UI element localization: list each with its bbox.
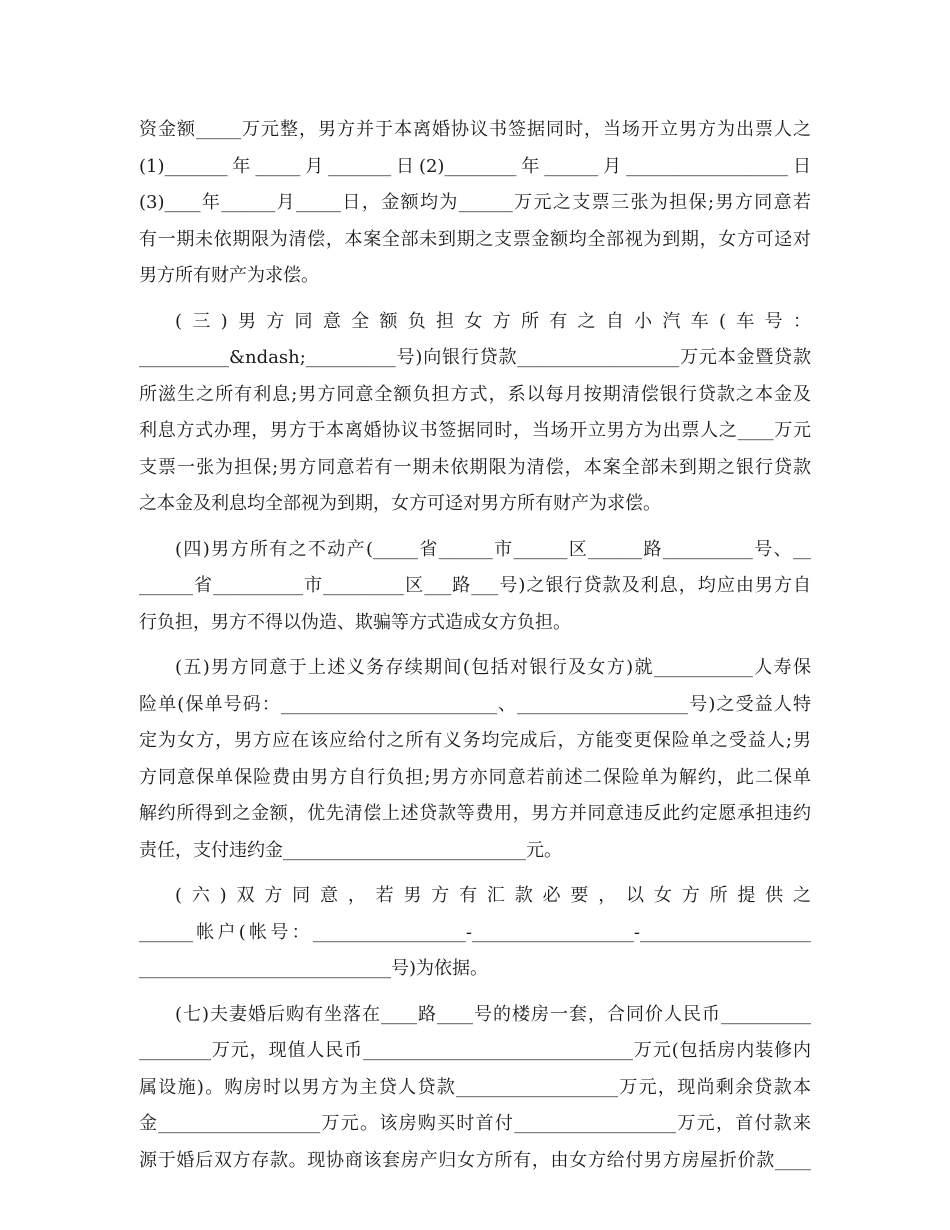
text-line: 方同意保单保险费由男方自行负担;男方亦同意若前述二保险单为解约，此二保单 [139,766,811,788]
text-line: 支票一张为担保;男方同意若有一期未依期限为清偿，本案全部未到期之银行贷款 [139,456,811,478]
paragraph-remittance [139,878,811,988]
paragraph-payment-checks [139,112,811,295]
text-line: 解约所得到之金额，优先清偿上述贷款等费用，男方并同意违反此约定愿承担违约 [139,803,811,824]
text-line: (四)男方所有之不动产(_____省______市______区______路__________号、__ [175,538,811,560]
text-line: 属设施)。购房时以男方为主贷人贷款__________________万元，现尚剩余贷款本 [139,1076,811,1098]
text-line: 有一期未依期限为清偿，本案全部未到期之支票金额均全部视为到期，女方可迳对 [139,228,811,250]
text-line: (1)_______年_____月_______日(2)________年______月__________________日 [139,155,811,177]
text-line: 利息方式办理，男方于本离婚协议书签据同时，当场开立男方为出票人之____万元 [139,420,811,441]
text-line: 所滋生之所有利息;男方同意全额负担方式，系以每月按期清偿银行贷款之本金及 [139,383,811,405]
text-line: __________&ndash;__________号)向银行贷款__________________万元本金暨贷款 [139,347,811,368]
text-line: 责任，支付违约金___________________________元。 [139,839,562,861]
document-body [139,112,811,1179]
text-line: 源于婚后双方存款。现协商该套房产归女方所有，由女方给付男方房屋折价款____ [139,1149,811,1171]
text-line: 金__________________万元。该房购买时首付__________________万元，首付款来 [139,1113,811,1134]
text-line: 行负担，男方不得以伪造、欺骗等方式造成女方负担。 [139,611,571,633]
paragraph-car-loan [139,304,811,523]
text-line: 资金额_____万元整，男方并于本离婚协议书签据同时，当场开立男方为出票人之 [139,119,811,140]
text-line: (三)男方同意全额负担女方所有之自小汽车(车号： [175,310,811,332]
text-line: (五)男方同意于上述义务存续期间(包括对银行及女方)就___________人寿保 [175,657,811,678]
text-line: 定为女方，男方应在该应给付之所有义务均完成后，方能变更保险单之受益人;男 [139,730,811,751]
paragraph-insurance [139,650,811,869]
text-line: ________万元，现值人民币______________________________万元(包括房内装修内 [139,1040,811,1061]
text-line: (3)____年______月_____日，金额均为______万元之支票三张为担保;男方同意若 [139,192,811,213]
text-line: ______省__________市_________区___路___号)之银行贷款及利息，均应由男方自 [139,575,811,596]
text-line: 之本金及利息均全部视为到期，女方可迳对男方所有财产为求偿。 [139,493,661,514]
paragraph-real-estate [139,532,811,642]
text-line: (七)夫妻婚后购有坐落在____路____号的楼房一套，合同价人民币__________ [175,1003,811,1025]
text-line: ______帐户(帐号：_________________-__________________-___________________ [139,921,811,943]
text-line: 男方所有财产为求偿。 [139,265,319,286]
paragraph-house [139,997,811,1180]
text-line: (六)双方同意，若男方有汇款必要，以女方所提供之 [175,885,811,906]
text-line: 险单(保单号码：________________________、___________________号)之受益人特 [139,693,811,715]
text-line: ____________________________号)为依据。 [139,958,489,979]
